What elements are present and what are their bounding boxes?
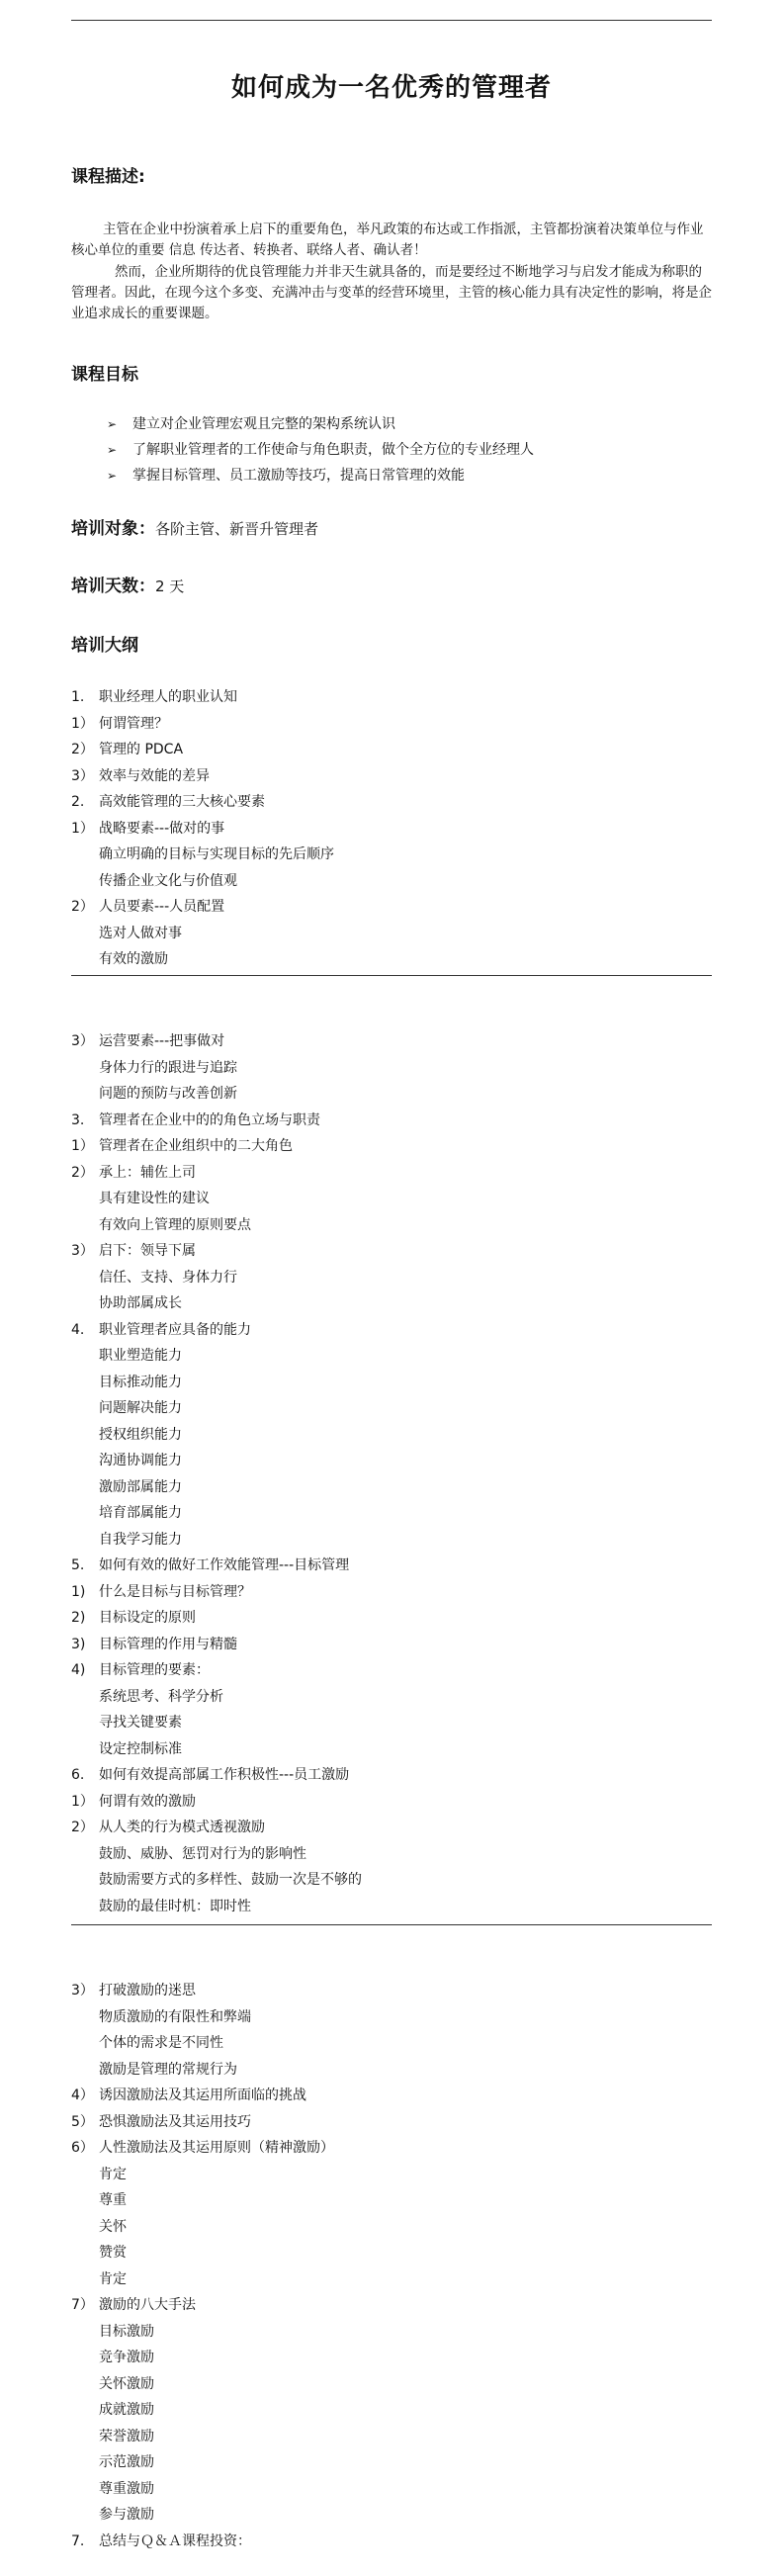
outline-text: 何谓管理？ <box>99 715 168 732</box>
outline-text: 信任、支持、身体力行 <box>99 1269 237 1286</box>
outline-text: 恐惧激励法及其运用技巧 <box>99 2113 251 2130</box>
outline-number: 2） <box>71 742 94 757</box>
outline-row <box>71 2449 334 2476</box>
outline-row <box>71 2345 334 2371</box>
outline-row <box>71 1133 362 1160</box>
outline-text: 高效能管理的三大核心要素 <box>99 794 265 810</box>
audience-label: 培训对象： <box>71 519 155 539</box>
outline-row <box>71 1841 362 1868</box>
outline-number: 6. <box>71 1767 85 1783</box>
outline-number: 2） <box>71 1820 94 1835</box>
outline-row <box>71 1160 362 1187</box>
outline-row <box>71 1500 362 1527</box>
outline-text: 有效的激励 <box>99 951 168 967</box>
arrow-bullet-icon: ➢ <box>107 469 118 483</box>
outline-row <box>71 2109 334 2136</box>
page-top-rule <box>71 20 712 21</box>
outline-row <box>71 1815 362 1841</box>
page-break-rule <box>71 1924 712 1925</box>
outline-row <box>71 2083 334 2109</box>
days-line <box>71 572 184 596</box>
outline-number: 5） <box>71 2113 94 2130</box>
outline-block-2 <box>71 1028 362 1919</box>
outline-heading: 培训大纲 <box>71 636 138 656</box>
outline-text: 关怀 <box>99 2218 127 2235</box>
outline-text: 战略要素---做对的事 <box>99 820 225 837</box>
goal-item <box>107 437 534 463</box>
outline-text: 鼓励需要方式的多样性、鼓励一次是不够的 <box>99 1872 362 1888</box>
outline-row <box>71 2162 334 2188</box>
outline-number: 2. <box>71 794 85 810</box>
outline-row <box>71 868 334 895</box>
outline-row <box>71 2502 334 2529</box>
outline-number: 6） <box>71 2140 94 2156</box>
outline-text: 目标管理的要素： <box>99 1662 210 1678</box>
outline-row <box>71 1028 362 1055</box>
outline-row <box>71 2187 334 2214</box>
outline-row <box>71 1684 362 1711</box>
outline-row <box>71 2476 334 2503</box>
outline-text: 激励是管理的常规行为 <box>99 2061 237 2078</box>
outline-text: 肯定 <box>99 2166 127 2182</box>
outline-row <box>71 2135 334 2162</box>
outline-text: 参与激励 <box>99 2507 154 2523</box>
outline-row <box>71 1055 362 1082</box>
outline-text: 激励部属能力 <box>99 1478 182 1495</box>
outline-text: 示范激励 <box>99 2454 154 2470</box>
outline-row <box>71 1657 362 1684</box>
audience-line <box>71 514 318 539</box>
outline-number: 1） <box>71 715 94 732</box>
outline-text: 传播企业文化与价值观 <box>99 872 237 889</box>
outline-text: 关怀激励 <box>99 2375 154 2392</box>
days-label: 培训天数： <box>71 577 155 596</box>
outline-row <box>71 2292 334 2319</box>
outline-text: 目标设定的原则 <box>99 1610 196 1626</box>
outline-number: 2） <box>71 1164 94 1181</box>
outline-row <box>71 1474 362 1501</box>
outline-row <box>71 894 334 921</box>
outline-number: 7） <box>71 2297 94 2313</box>
page-title: 如何成为一名优秀的管理者 <box>230 73 552 103</box>
outline-number: 2） <box>71 899 94 915</box>
outline-text: 具有建设性的建议 <box>99 1191 210 1206</box>
page-break-rule <box>71 975 712 976</box>
outline-text: 职业经理人的职业认知 <box>99 689 237 705</box>
outline-text: 管理者在企业组织中的二大角色 <box>99 1138 293 1154</box>
outline-text: 从人类的行为模式透视激励 <box>99 1820 265 1835</box>
goal-text: 掌握目标管理、员工激励等技巧，提高日常管理的效能 <box>132 468 465 484</box>
outline-row <box>71 1579 362 1606</box>
outline-number: 4. <box>71 1321 85 1338</box>
outline-text: 物质激励的有限性和弊端 <box>99 2008 251 2025</box>
outline-row <box>71 2319 334 2346</box>
outline-number: 3） <box>71 767 94 784</box>
description-text-2: 然而，企业所期待的优良管理能力并非天生就具备的，而是要经过不断地学习与启发才能成为称职的管理者。因此，在现今这个多变、充满冲击与变革的经营环境里，主管的核心能力具有决定性的影响，将是企业追求成长的重要课题。 <box>71 264 712 321</box>
outline-row <box>71 2266 334 2293</box>
audience-value: 各阶主管、新晋升管理者 <box>155 520 319 538</box>
outline-row <box>71 1448 362 1474</box>
outline-text: 系统思考、科学分析 <box>99 1688 223 1705</box>
outline-text: 荣誉激励 <box>99 2428 154 2444</box>
arrow-bullet-icon: ➢ <box>107 417 118 431</box>
outline-text: 竞争激励 <box>99 2350 154 2365</box>
outline-number: 1） <box>71 1138 94 1154</box>
days-value: 2 天 <box>155 577 185 595</box>
goal-item <box>107 411 534 437</box>
outline-text: 协助部属成长 <box>99 1295 182 1311</box>
outline-text: 管理者在企业中的的角色立场与职责 <box>99 1111 320 1128</box>
outline-number: 1) <box>71 1583 86 1600</box>
outline-text: 管理的 PDCA <box>99 742 184 757</box>
outline-row <box>71 1343 362 1370</box>
outline-row <box>71 1736 362 1763</box>
outline-row <box>71 1789 362 1816</box>
outline-row <box>71 2424 334 2450</box>
outline-number: 3） <box>71 1243 94 1259</box>
outline-text: 目标推动能力 <box>99 1374 182 1390</box>
outline-number: 1） <box>71 820 94 837</box>
outline-row <box>71 1317 362 1344</box>
outline-text: 个体的需求是不同性 <box>99 2035 223 2051</box>
outline-row <box>71 1238 362 1265</box>
outline-row <box>71 921 334 947</box>
outline-row <box>71 2529 334 2555</box>
outline-number: 3） <box>71 1983 94 1999</box>
outline-number: 7. <box>71 2532 85 2549</box>
outline-number: 4) <box>71 1662 86 1678</box>
outline-text: 职业管理者应具备的能力 <box>99 1321 251 1338</box>
outline-text: 如何有效提高部属工作积极性---员工激励 <box>99 1767 350 1783</box>
outline-row <box>71 1395 362 1422</box>
outline-number: 5. <box>71 1557 85 1573</box>
outline-number: 2) <box>71 1610 86 1626</box>
outline-row <box>71 842 334 868</box>
outline-number: 4） <box>71 2087 94 2103</box>
outline-row <box>71 1527 362 1554</box>
outline-row <box>71 1108 362 1134</box>
outline-text: 寻找关键要素 <box>99 1715 182 1731</box>
outline-text: 人性激励法及其运用原则（精神激励） <box>99 2140 334 2156</box>
arrow-bullet-icon: ➢ <box>107 443 118 457</box>
outline-text: 效率与效能的差异 <box>99 767 210 784</box>
outline-row <box>71 946 334 973</box>
outline-number: 3) <box>71 1636 86 1652</box>
outline-row <box>71 1867 362 1894</box>
goals-list <box>107 411 534 489</box>
description-paragraph-1 <box>71 220 712 261</box>
outline-text: 目标激励 <box>99 2323 154 2340</box>
outline-text: 确立明确的目标与实现目标的先后顺序 <box>99 846 334 862</box>
outline-text: 鼓励、威胁、惩罚对行为的影响性 <box>99 1845 306 1862</box>
outline-text: 身体力行的跟进与追踪 <box>99 1059 237 1076</box>
outline-text: 沟通协调能力 <box>99 1453 182 1468</box>
outline-text: 有效向上管理的原则要点 <box>99 1216 251 1233</box>
outline-block-3 <box>71 1978 334 2554</box>
outline-row <box>71 2057 334 2084</box>
outline-row <box>71 1081 362 1108</box>
outline-text: 如何有效的做好工作效能管理---目标管理 <box>99 1557 350 1573</box>
outline-text: 培育部属能力 <box>99 1505 182 1521</box>
outline-number: 3） <box>71 1033 94 1049</box>
outline-row <box>71 2371 334 2398</box>
outline-text: 问题的预防与改善创新 <box>99 1086 237 1102</box>
outline-row <box>71 1978 334 2004</box>
outline-row <box>71 1553 362 1579</box>
outline-number: 3. <box>71 1111 85 1128</box>
outline-row <box>71 1212 362 1239</box>
outline-text: 鼓励的最佳时机：即时性 <box>99 1898 251 1914</box>
outline-row <box>71 2214 334 2241</box>
outline-text: 目标管理的作用与精髓 <box>99 1636 237 1652</box>
outline-row <box>71 816 334 843</box>
outline-row <box>71 737 334 763</box>
outline-row <box>71 2030 334 2057</box>
outline-text: 赞赏 <box>99 2245 127 2261</box>
outline-row <box>71 2004 334 2031</box>
outline-row <box>71 763 334 790</box>
outline-row <box>71 1370 362 1396</box>
goal-text: 建立对企业管理宏观且完整的架构系统认识 <box>132 416 395 432</box>
description-paragraph-2 <box>71 262 712 324</box>
outline-text: 肯定 <box>99 2270 127 2287</box>
outline-row <box>71 1422 362 1449</box>
outline-row <box>71 1265 362 1291</box>
description-text-1: 主管在企业中扮演着承上启下的重要角色，举凡政策的布达或工作指派，主管都扮演着决策单位与作业核心单位的重要 信息 传达者、转换者、联络人者、确认者！ <box>71 222 704 258</box>
outline-text: 运营要素---把事做对 <box>99 1033 225 1049</box>
outline-text: 问题解决能力 <box>99 1400 182 1416</box>
outline-number: 1. <box>71 689 85 705</box>
goal-item <box>107 463 534 489</box>
outline-text: 尊重激励 <box>99 2480 154 2497</box>
outline-block-1 <box>71 684 334 973</box>
outline-row <box>71 789 334 816</box>
outline-row <box>71 1894 362 1920</box>
outline-row <box>71 711 334 738</box>
outline-number: 1） <box>71 1793 94 1810</box>
outline-row <box>71 1186 362 1212</box>
outline-text: 诱因激励法及其运用所面临的挑战 <box>99 2087 306 2103</box>
outline-text: 承上：辅佐上司 <box>99 1164 196 1181</box>
outline-text: 成就激励 <box>99 2402 154 2418</box>
outline-text: 何谓有效的激励 <box>99 1793 196 1810</box>
goal-text: 了解职业管理者的工作使命与角色职责，做个全方位的专业经理人 <box>132 442 534 458</box>
outline-text: 设定控制标准 <box>99 1740 182 1757</box>
outline-row <box>71 1605 362 1632</box>
outline-text: 什么是目标与目标管理？ <box>99 1583 251 1600</box>
outline-text: 启下：领导下属 <box>99 1243 196 1259</box>
outline-row <box>71 1632 362 1658</box>
outline-text: 打破激励的迷思 <box>99 1983 196 1999</box>
outline-text: 总结与Ｑ＆Ａ课程投资： <box>99 2532 251 2549</box>
description-heading: 课程描述: <box>71 167 145 187</box>
outline-text: 自我学习能力 <box>99 1531 182 1548</box>
outline-row <box>71 1762 362 1789</box>
outline-text: 授权组织能力 <box>99 1426 182 1443</box>
outline-row <box>71 684 334 711</box>
outline-text: 人员要素---人员配置 <box>99 899 225 915</box>
outline-text: 尊重 <box>99 2192 127 2208</box>
goals-heading: 课程目标 <box>71 365 138 385</box>
outline-text: 激励的八大手法 <box>99 2297 196 2313</box>
outline-row <box>71 2397 334 2424</box>
outline-text: 职业塑造能力 <box>99 1348 182 1364</box>
outline-row <box>71 2240 334 2266</box>
outline-row <box>71 1290 362 1317</box>
outline-text: 选对人做对事 <box>99 925 182 941</box>
outline-row <box>71 1710 362 1736</box>
